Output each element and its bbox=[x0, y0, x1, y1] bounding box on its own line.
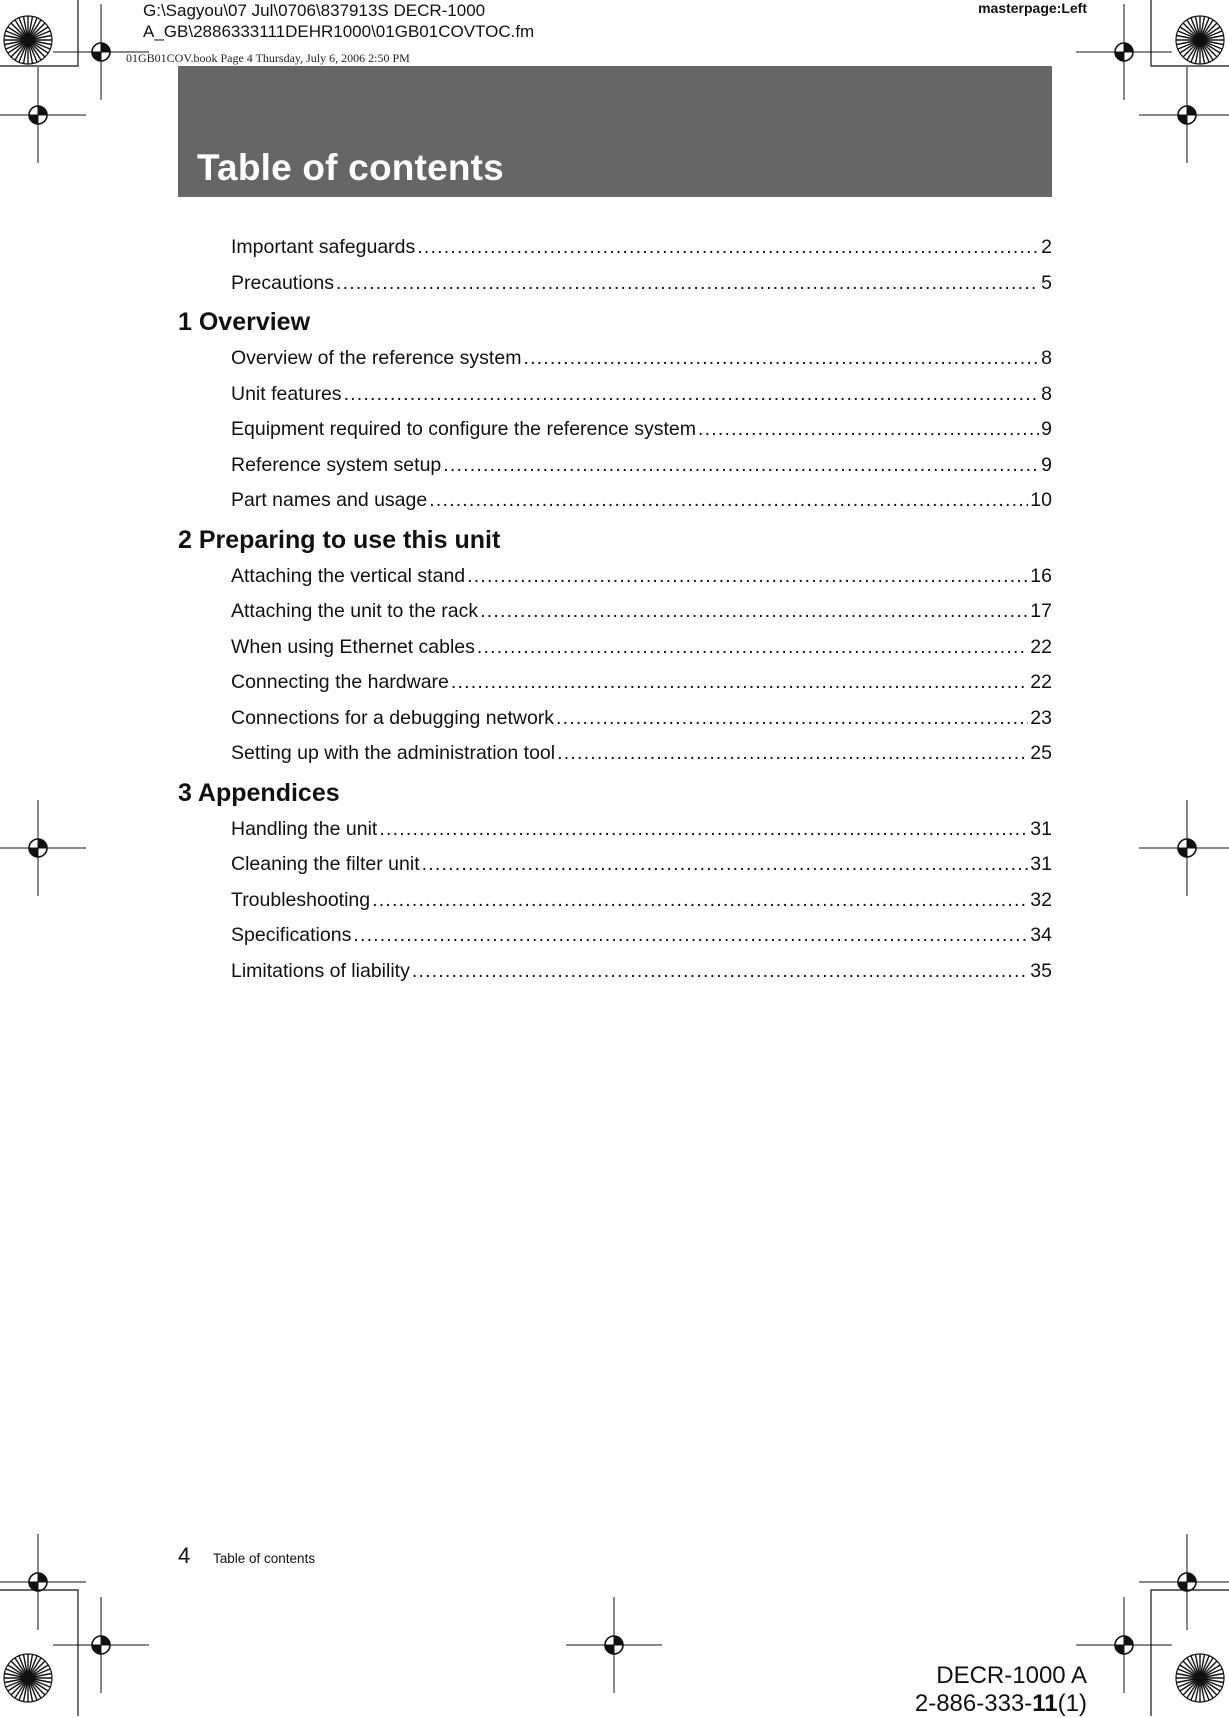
toc-entry-title: Cleaning the filter unit bbox=[231, 853, 420, 875]
toc-entry-page: 8 bbox=[1041, 382, 1052, 405]
toc-entry-page: 10 bbox=[1030, 489, 1052, 511]
toc-entry-page: 16 bbox=[1030, 564, 1052, 587]
file-path-line-1: G:\Sagyou\07 Jul\0706\837913S DECR-1000 bbox=[143, 1, 486, 20]
footer-section-title: Table of contents bbox=[213, 1551, 316, 1566]
toc-entry-page: 2 bbox=[1041, 236, 1052, 258]
registration-crosshair-icon bbox=[0, 67, 86, 163]
toc-entry-page: 17 bbox=[1030, 600, 1052, 622]
toc-entry-title: Connecting the hardware bbox=[231, 671, 449, 693]
registration-starburst-icon bbox=[4, 1654, 52, 1702]
part-number-prefix: 2-886-333- bbox=[914, 1690, 1033, 1717]
registration-crosshair-icon bbox=[1076, 4, 1172, 100]
toc-entry-page: 9 bbox=[1041, 453, 1052, 476]
toc-entry-page: 22 bbox=[1030, 635, 1052, 658]
toc-entry-page: 31 bbox=[1030, 817, 1052, 840]
toc-entry-page: 31 bbox=[1030, 853, 1052, 875]
registration-crosshair-icon bbox=[1076, 1597, 1172, 1693]
toc-entry-title: Equipment required to configure the reference system bbox=[231, 418, 697, 440]
chapter-heading[interactable]: 3 Appendices bbox=[178, 778, 340, 807]
registration-starburst-icon bbox=[1176, 16, 1224, 64]
toc-entry-page: 34 bbox=[1030, 924, 1052, 946]
toc-entry-page: 8 bbox=[1041, 347, 1052, 369]
registration-crosshair-icon bbox=[0, 1534, 86, 1630]
registration-starburst-icon bbox=[1176, 1654, 1224, 1702]
toc-entry-title: Important safeguards bbox=[231, 236, 416, 258]
toc-entry-title: Overview of the reference system bbox=[231, 347, 522, 369]
toc-entry-page: 5 bbox=[1041, 271, 1052, 294]
page-title: Table of contents bbox=[197, 147, 504, 188]
part-number-suffix: (1) bbox=[1057, 1690, 1087, 1717]
toc-entry-title: Attaching the vertical stand bbox=[231, 564, 466, 587]
registration-crosshair-icon bbox=[1139, 800, 1229, 896]
registration-crosshair-icon bbox=[566, 1597, 662, 1693]
page-number: 4 bbox=[178, 1543, 191, 1568]
registration-crosshair-icon bbox=[53, 4, 149, 100]
registration-crosshair-icon bbox=[0, 800, 86, 896]
toc-entry-page: 32 bbox=[1030, 888, 1052, 911]
part-number-bold: 11 bbox=[1032, 1690, 1058, 1717]
toc-entry-title: Precautions bbox=[231, 271, 334, 294]
registration-crosshair-icon bbox=[53, 1597, 149, 1693]
toc-entry-title: Connections for a debugging network bbox=[231, 706, 555, 729]
model-number: DECR-1000 A bbox=[936, 1662, 1087, 1689]
toc-entry-title: Limitations of liability bbox=[231, 959, 410, 982]
masterpage-label: masterpage:Left bbox=[978, 0, 1087, 16]
book-info-line: 01GB01COV.book Page 4 Thursday, July 6, 2006 2:50 PM bbox=[126, 51, 410, 65]
registration-starburst-icon bbox=[4, 16, 52, 64]
toc-entry-title: When using Ethernet cables bbox=[231, 635, 475, 658]
toc-entry-page: 9 bbox=[1041, 418, 1052, 440]
toc-entry-page: 35 bbox=[1030, 959, 1052, 982]
registration-crosshair-icon bbox=[1139, 1534, 1229, 1630]
toc-entry-title: Specifications bbox=[231, 924, 352, 946]
toc-entry-title: Part names and usage bbox=[231, 489, 428, 511]
toc-entry-title: Handling the unit bbox=[231, 817, 378, 840]
toc-entry-title: Troubleshooting bbox=[231, 888, 371, 911]
toc-entry-page: 22 bbox=[1030, 671, 1052, 693]
toc-entry-page: 23 bbox=[1030, 706, 1052, 729]
chapter-heading[interactable]: 1 Overview bbox=[178, 308, 311, 336]
chapter-heading[interactable]: 2 Preparing to use this unit bbox=[178, 525, 501, 554]
toc-entry-title: Reference system setup bbox=[231, 453, 442, 476]
toc-entry-title: Setting up with the administration tool bbox=[231, 742, 556, 764]
toc-entry-page: 25 bbox=[1030, 742, 1052, 764]
toc-entry-title: Attaching the unit to the rack bbox=[231, 600, 479, 622]
file-path-line-2: A_GB\2886333111DEHR1000\01GB01COVTOC.fm bbox=[143, 22, 535, 41]
toc-entry-title: Unit features bbox=[231, 382, 342, 405]
registration-crosshair-icon bbox=[1139, 67, 1229, 163]
